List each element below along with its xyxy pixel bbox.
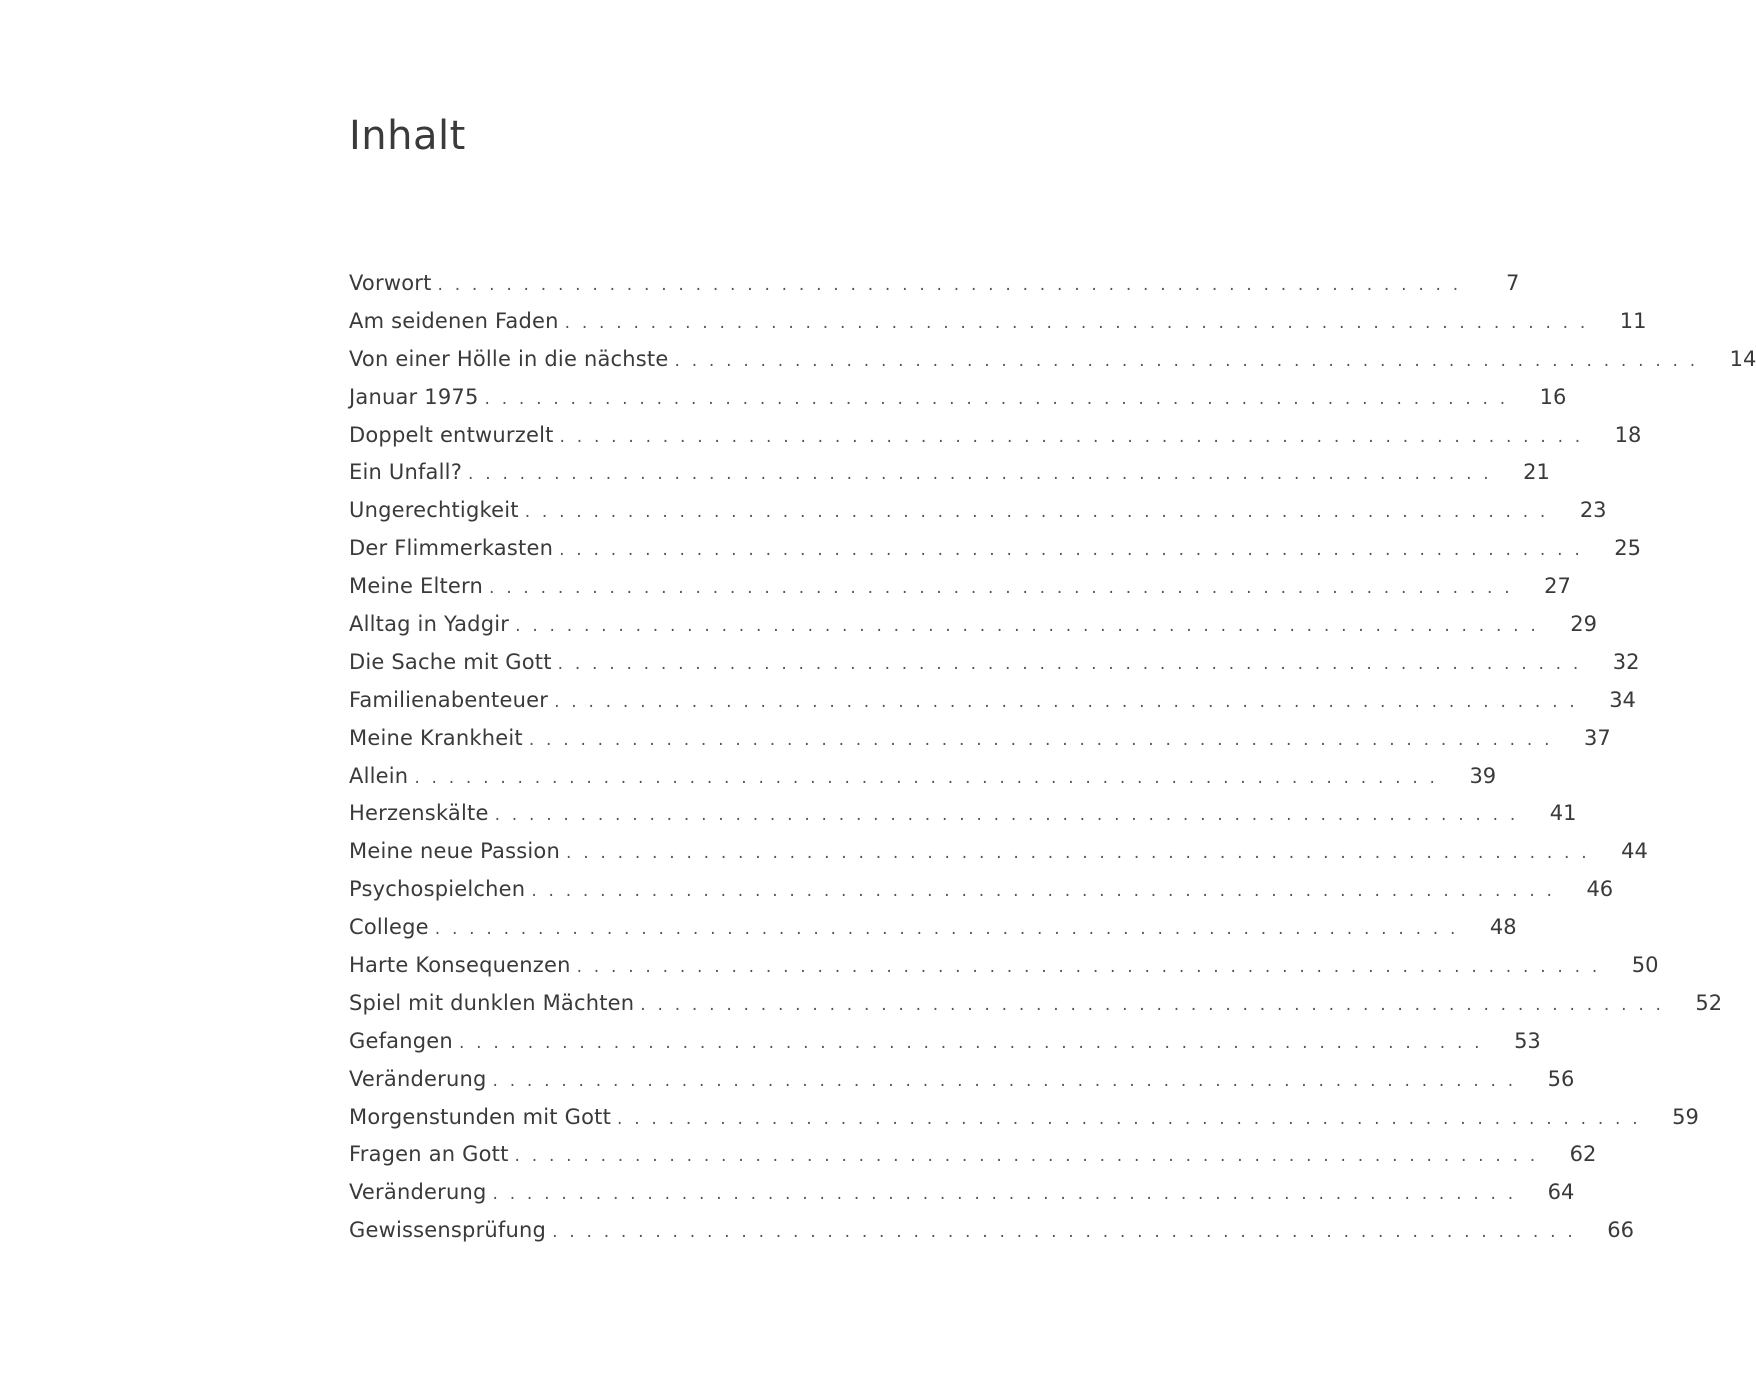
toc-dot-leader: . . . . . . . . . . . . . . . . . . . . . . . . . . . . . . . . . . . . . . . . . . . . . . . . . . . . . . . . . . . . [494, 805, 1519, 826]
toc-entry-page-number: 25 [1614, 536, 1641, 561]
toc-entry [349, 758, 1497, 796]
toc-entry [349, 871, 1614, 909]
toc-entry [349, 947, 1659, 985]
toc-entry-page-number: 7 [1506, 271, 1520, 295]
toc-entry [349, 644, 1640, 682]
toc-entry-page-number: 16 [1539, 384, 1567, 409]
toc-dot-leader: . . . . . . . . . . . . . . . . . . . . . . . . . . . . . . . . . . . . . . . . . . . . . . . . . . . . . . . . . . . . [559, 540, 1583, 561]
toc-dot-leader: . . . . . . . . . . . . . . . . . . . . . . . . . . . . . . . . . . . . . . . . . . . . . . . . . . . . . . . . . . . . [576, 957, 1601, 978]
toc-dot-leader: . . . . . . . . . . . . . . . . . . . . . . . . . . . . . . . . . . . . . . . . . . . . . . . . . . . . . . . . . . . . [554, 691, 1578, 712]
toc-entry-page-number: 44 [1621, 839, 1648, 864]
toc-entry-page-number: 56 [1547, 1066, 1575, 1091]
toc-entry-page-number: 29 [1570, 612, 1597, 637]
toc-entry-title: Ein Unfall? [349, 460, 463, 485]
toc-entry [349, 720, 1611, 758]
toc-entry [349, 568, 1571, 606]
toc-entry [349, 1212, 1634, 1250]
toc-dot-leader: . . . . . . . . . . . . . . . . . . . . . . . . . . . . . . . . . . . . . . . . . . . . . . . . . . . . . . . . . . . . [468, 464, 1492, 485]
toc-entry-page-number: 64 [1547, 1180, 1575, 1205]
toc-entry [349, 1023, 1541, 1061]
toc-dot-leader: . . . . . . . . . . . . . . . . . . . . . . . . . . . . . . . . . . . . . . . . . . . . . . . . . . . . . . . . . . . . [565, 843, 1590, 864]
toc-entry-page-number: 18 [1614, 422, 1642, 447]
toc-dot-leader: . . . . . . . . . . . . . . . . . . . . . . . . . . . . . . . . . . . . . . . . . . . . . . . . . . . . . . . . . . . . [559, 426, 1584, 447]
toc-entry-page-number: 66 [1607, 1218, 1634, 1243]
toc-entry-title: Die Sache mit Gott [349, 649, 552, 674]
toc-entry [349, 682, 1636, 720]
toc-entry [349, 454, 1550, 492]
toc-dot-leader: . . . . . . . . . . . . . . . . . . . . . . . . . . . . . . . . . . . . . . . . . . . . . . . . . . . . . . . . . . . . [414, 767, 1439, 788]
toc-entry [349, 1061, 1575, 1099]
toc-entry-page-number: 62 [1569, 1142, 1597, 1167]
toc-dot-leader: . . . . . . . . . . . . . . . . . . . . . . . . . . . . . . . . . . . . . . . . . . . . . . . . . . . . . . . . . . . . [564, 312, 1589, 333]
toc-entry-page-number: 11 [1619, 308, 1647, 333]
toc-entry-title: Doppelt entwurzelt [349, 422, 554, 447]
toc-entry-title: Januar 1975 [349, 384, 479, 409]
toc-entry [349, 1174, 1575, 1212]
toc-entry-title: Spiel mit dunklen Mächten [349, 990, 635, 1015]
toc-dot-leader: . . . . . . . . . . . . . . . . . . . . . . . . . . . . . . . . . . . . . . . . . . . . . . . . . . . . . . . . . . . . [484, 388, 1509, 409]
toc-entry [349, 492, 1607, 530]
toc-dot-leader: . . . . . . . . . . . . . . . . . . . . . . . . . . . . . . . . . . . . . . . . . . . . . . . . . . . . . . . . . . . . [492, 1070, 1517, 1091]
toc-entry-title: Meine neue Passion [349, 839, 560, 864]
toc-entry [349, 606, 1597, 644]
toc-entry [349, 379, 1567, 417]
toc-entry-title: Vorwort [349, 271, 432, 295]
toc-entry-title: Harte Konsequenzen [349, 953, 571, 978]
toc-dot-leader: . . . . . . . . . . . . . . . . . . . . . . . . . . . . . . . . . . . . . . . . . . . . . . . . . . . . . . . . . . . . [515, 616, 1539, 637]
toc-entry-page-number: 59 [1672, 1104, 1699, 1129]
toc-entry [349, 833, 1648, 871]
toc-entry [349, 909, 1517, 947]
toc-entry-page-number: 14 [1729, 346, 1756, 371]
toc-entry-page-number: 53 [1514, 1028, 1541, 1053]
toc-entry-title: Der Flimmerkasten [349, 536, 554, 561]
toc-entry-title: Von einer Hölle in die nächste [349, 346, 669, 371]
toc-entry-page-number: 52 [1695, 990, 1723, 1015]
toc-entry-title: Fragen an Gott [349, 1142, 509, 1167]
toc-entry-title: Herzenskälte [349, 801, 489, 826]
toc-dot-leader: . . . . . . . . . . . . . . . . . . . . . . . . . . . . . . . . . . . . . . . . . . . . . . . . . . . . . . . . . . . . [458, 1032, 1483, 1053]
toc-entry-title: Meine Eltern [349, 574, 484, 599]
toc-dot-leader: . . . . . . . . . . . . . . . . . . . . . . . . . . . . . . . . . . . . . . . . . . . . . . . . . . . . . . . . . . . . [434, 919, 1459, 940]
toc-entry-page-number: 39 [1469, 763, 1497, 788]
toc-dot-leader: . . . . . . . . . . . . . . . . . . . . . . . . . . . . . . . . . . . . . . . . . . . . . . . . . . . . . . . . . . . . [528, 729, 1553, 750]
toc-entry-page-number: 32 [1612, 649, 1640, 674]
toc-entry [349, 1099, 1699, 1137]
toc-dot-leader: . . . . . . . . . . . . . . . . . . . . . . . . . . . . . . . . . . . . . . . . . . . . . . . . . . . . . . . . . . . . [514, 1146, 1539, 1167]
toc-entry-page-number: 46 [1586, 877, 1614, 902]
toc-entry-title: Familienabenteuer [349, 687, 549, 712]
toc-dot-leader: . . . . . . . . . . . . . . . . . . . . . . . . . . . . . . . . . . . . . . . . . . . . . . . . . . . . . . . . . . . . [489, 578, 1513, 599]
toc-entry-page-number: 50 [1631, 953, 1659, 978]
toc-entry [349, 985, 1723, 1023]
toc-entry-page-number: 41 [1549, 801, 1577, 826]
toc-entry [349, 341, 1756, 379]
toc-dot-leader: . . . . . . . . . . . . . . . . . . . . . . . . . . . . . . . . . . . . . . . . . . . . . . . . . . . . . . . . . . . . [674, 350, 1699, 371]
toc-entry [349, 1136, 1597, 1174]
toc-entry-title: Gewissensprüfung [349, 1218, 547, 1243]
toc-dot-leader: . . . . . . . . . . . . . . . . . . . . . . . . . . . . . . . . . . . . . . . . . . . . . . . . . . . . . . . . . . . . [492, 1184, 1517, 1205]
table-of-contents [349, 265, 1756, 1250]
toc-entry [349, 303, 1647, 341]
toc-entry-page-number: 21 [1523, 460, 1550, 485]
toc-entry-page-number: 48 [1489, 915, 1517, 940]
toc-entry-title: Gefangen [349, 1028, 453, 1053]
toc-dot-leader: . . . . . . . . . . . . . . . . . . . . . . . . . . . . . . . . . . . . . . . . . . . . . . . . . . . . . . . . . . . . [640, 994, 1665, 1015]
toc-entry [349, 530, 1641, 568]
toc-entry [349, 265, 1520, 303]
toc-entry-title: Veränderung [349, 1180, 487, 1205]
toc-entry-title: Alltag in Yadgir [349, 612, 510, 637]
toc-entry-title: Veränderung [349, 1066, 487, 1091]
toc-entry-title: Morgenstunden mit Gott [349, 1104, 612, 1129]
toc-entry-title: Psychospielchen [349, 877, 526, 902]
toc-entry-page-number: 34 [1609, 687, 1636, 712]
toc-dot-leader: . . . . . . . . . . . . . . . . . . . . . . . . . . . . . . . . . . . . . . . . . . . . . . . . . . . . . . . . . . . . [617, 1108, 1641, 1129]
toc-dot-leader: . . . . . . . . . . . . . . . . . . . . . . . . . . . . . . . . . . . . . . . . . . . . . . . . . . . . . . . . . . . . [531, 881, 1556, 902]
toc-entry-page-number: 27 [1544, 574, 1571, 599]
page-title: Inhalt [349, 113, 466, 159]
toc-dot-leader: . . . . . . . . . . . . . . . . . . . . . . . . . . . . . . . . . . . . . . . . . . . . . . . . . . . . . . . . . . . . [437, 275, 1462, 295]
toc-entry-title: Allein [349, 763, 409, 788]
toc-dot-leader: . . . . . . . . . . . . . . . . . . . . . . . . . . . . . . . . . . . . . . . . . . . . . . . . . . . . . . . . . . . . [552, 1222, 1576, 1243]
toc-entry [349, 795, 1577, 833]
toc-entry-title: College [349, 915, 429, 940]
toc-entry-page-number: 37 [1583, 725, 1611, 750]
toc-entry [349, 417, 1642, 455]
toc-entry-page-number: 23 [1579, 498, 1607, 523]
toc-dot-leader: . . . . . . . . . . . . . . . . . . . . . . . . . . . . . . . . . . . . . . . . . . . . . . . . . . . . . . . . . . . . [524, 502, 1549, 523]
toc-entry-title: Am seidenen Faden [349, 308, 559, 333]
toc-entry-title: Meine Krankheit [349, 725, 523, 750]
toc-entry-title: Ungerechtigkeit [349, 498, 519, 523]
toc-dot-leader: . . . . . . . . . . . . . . . . . . . . . . . . . . . . . . . . . . . . . . . . . . . . . . . . . . . . . . . . . . . . [557, 653, 1582, 674]
